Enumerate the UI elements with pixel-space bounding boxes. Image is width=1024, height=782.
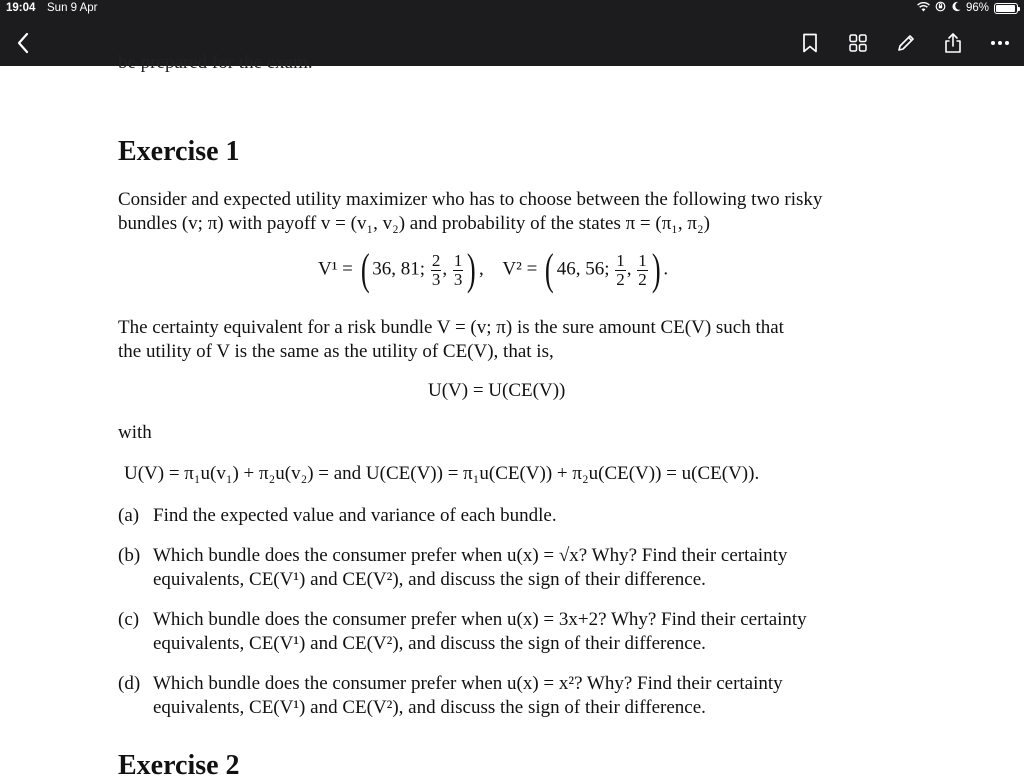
bundle2-prob2: $\frac{1}{2}$	[638, 250, 647, 289]
question-label: (d)	[118, 673, 141, 694]
orientation-lock-icon	[935, 1, 946, 15]
question-text: Which bundle does the consumer prefer when u(x) = √x? Why? Find their certainty	[153, 545, 788, 566]
pdf-page[interactable]	[0, 52, 1024, 781]
cutoff-text: be prepared for the exam.	[118, 52, 313, 73]
bundle1-prob1: $\frac{2}{3}$	[431, 250, 441, 289]
pencil-icon[interactable]	[893, 30, 919, 56]
bundle1-label: V¹ =	[318, 258, 353, 280]
ce-line-1: The certainty equivalent for a risk bundle V = (v; π) is the sure amount CE(V) such that	[118, 317, 784, 338]
battery-percent: 96%	[965, 2, 989, 14]
question-label: (c)	[118, 609, 140, 630]
bundle2-prob1: $\frac{1}{2}$	[616, 250, 625, 289]
battery-icon	[994, 3, 1018, 14]
share-icon[interactable]	[940, 30, 966, 56]
intro-paragraph	[118, 188, 906, 236]
question-text: Find the expected value and variance of each bundle.	[153, 505, 557, 526]
status-date: Sun 9 Apr	[47, 2, 98, 14]
question-text-cont: equivalents, CE(V¹) and CE(V²), and discuss the sign of their difference.	[153, 633, 706, 654]
grid-icon[interactable]	[845, 30, 871, 56]
bookmark-icon[interactable]	[797, 30, 823, 56]
ce-line-2: the utility of V is the same as the utility of CE(V), that is,	[118, 341, 554, 362]
status-bar	[0, 0, 1024, 18]
question-text: Which bundle does the consumer prefer when u(x) = 3x+2? Why? Find their certainty	[153, 609, 807, 630]
bundle2-payoffs: 46, 56;	[556, 258, 610, 280]
status-indicators	[917, 1, 1018, 15]
more-icon[interactable]	[987, 30, 1013, 56]
intro-line-2: bundles (v; π) with payoff v = (v₁, v₂) and probability of the states π = (π₁, π₂)	[118, 213, 710, 234]
next-exercise-heading: Exercise 2	[118, 750, 240, 781]
question-label: (a)	[118, 505, 140, 526]
utility-equation: U(V) = π₁u(v₁) + π₂u(v₂) = and U(CE(V)) = π₁u(CE(V)) + π₂u(CE(V)) = u(CE(V)).	[124, 463, 760, 484]
back-icon[interactable]	[10, 30, 36, 56]
bundle2-label: V² =	[502, 258, 538, 280]
ce-equation: U(V) = U(CE(V))	[428, 380, 566, 401]
bundle-equation: V¹ = ( 36, 81; $\frac{2}{3}$ , $\frac{1}{3}$ ) , V² = ( 46, 56; $\frac{1}{2}$ , $\frac{1}{2}$ ) .	[318, 245, 669, 294]
bundle1-prob2: $\frac{1}{3}$	[453, 250, 463, 289]
status-time: 19:04	[6, 2, 36, 14]
question-text-cont: equivalents, CE(V¹) and CE(V²), and discuss the sign of their difference.	[153, 569, 706, 590]
with-text: with	[118, 422, 152, 443]
exercise-heading: Exercise 1	[118, 136, 240, 167]
question-text-cont: equivalents, CE(V¹) and CE(V²), and discuss the sign of their difference.	[153, 697, 706, 718]
wifi-icon	[917, 2, 930, 15]
certainty-paragraph	[118, 316, 906, 364]
question-label: (b)	[118, 545, 141, 566]
moon-icon	[951, 1, 961, 15]
intro-line-1: Consider and expected utility maximizer who has to choose between the following two risky	[118, 189, 823, 210]
bundle1-payoffs: 36, 81;	[372, 258, 426, 280]
question-text: Which bundle does the consumer prefer when u(x) = x²? Why? Find their certainty	[153, 673, 783, 694]
